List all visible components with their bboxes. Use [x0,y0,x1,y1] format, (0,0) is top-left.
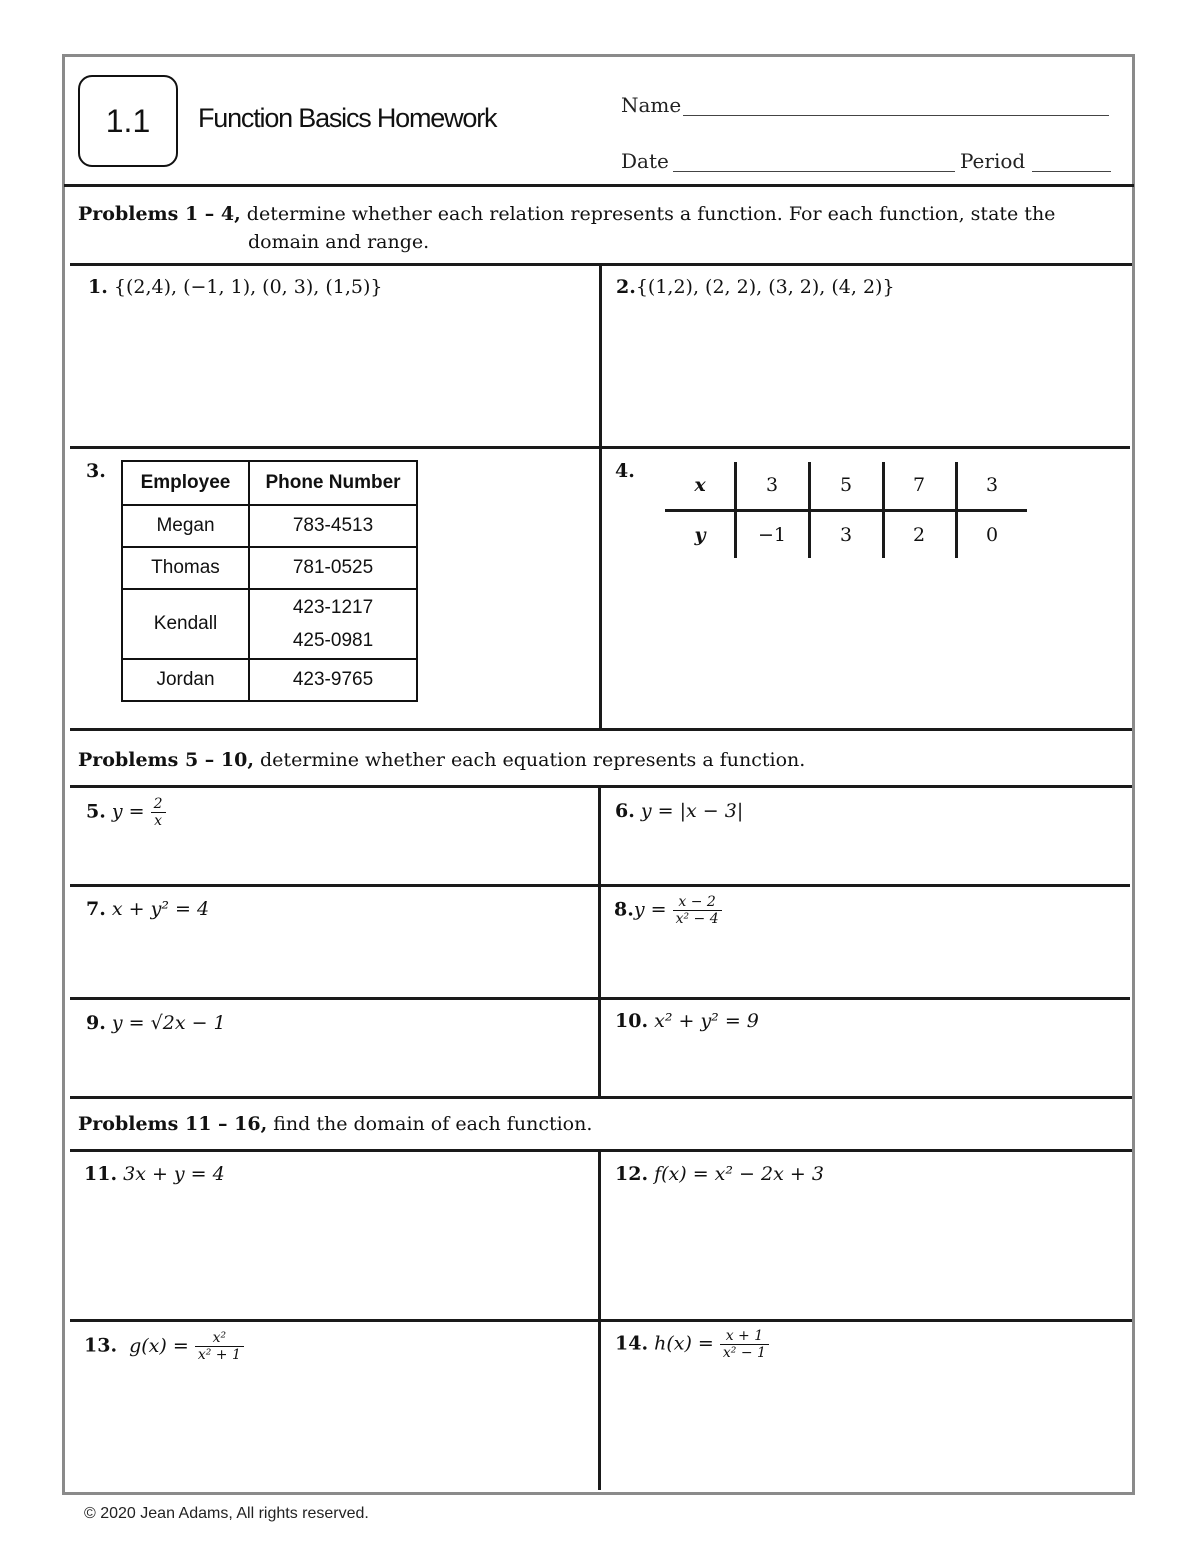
x-value: 3 [985,474,999,496]
employee-name: Kendall [122,589,249,659]
problem-12-expression: f(x) = x² − 2x + 3 [654,1163,824,1185]
table-row [122,659,417,701]
period-label: Period [960,149,1026,173]
fraction-denominator: x² − 4 [673,910,722,927]
fraction-numerator: x² [212,1330,227,1346]
section-1-range: Problems 1 – 4, [78,203,241,225]
problem-6-number: 6. [615,800,635,822]
period-field-line[interactable] [1032,171,1111,172]
problem-13-number: 13. [84,1334,118,1357]
section-2-range: Problems 5 – 10, [78,749,254,771]
column-divider-2 [598,786,601,1097]
fraction-numerator: x + 1 [725,1328,764,1344]
x-value: 3 [765,474,779,496]
problem-7-number: 7. [86,898,106,920]
problem-5-number: 5. [86,800,106,823]
problem-2-number: 2. [616,276,636,298]
problem-1 [88,276,382,298]
problem-7 [86,898,209,920]
section-3-text: find the domain of each function. [267,1113,593,1135]
problem-10 [615,1010,759,1032]
table-row [122,547,417,589]
xy-table-vrule [734,462,737,558]
section3-divider [70,1149,1132,1152]
y-value: −1 [757,524,786,546]
column-divider-1 [599,264,602,729]
name-label: Name [621,93,682,117]
section2-divider [70,785,1132,788]
row-divider-4 [70,1319,1132,1322]
date-field-line[interactable] [673,171,955,172]
table-row [122,505,417,547]
problem-3 [86,460,106,482]
phone-number-cell [249,589,417,659]
x-row-label: x [694,474,706,496]
y-row-label: y [694,524,706,546]
lesson-number: 1.1 [105,102,151,139]
section-2-text: determine whether each equation represents a function. [253,749,806,771]
problem-9 [86,1012,226,1034]
problem-8-lhs: y = [633,898,667,921]
x-value: 7 [912,474,926,496]
problem-4-number: 4. [615,460,635,482]
lesson-number-badge [78,75,178,167]
problem-5 [86,796,166,829]
problem-1-number: 1. [88,276,108,298]
problem-2 [616,276,895,298]
problem-14-lhs: h(x) = [654,1332,714,1355]
problem-10-expression: x² + y² = 9 [654,1010,759,1032]
header-divider [64,184,1134,187]
xy-table-vrule [955,462,958,558]
fraction-denominator: x² + 1 [195,1346,244,1363]
y-value: 0 [985,524,999,546]
phone-number: 783-4513 [249,505,417,547]
employee-name: Thomas [122,547,249,589]
phone-number: 781-0525 [249,547,417,589]
problem-8-number: 8. [614,898,634,921]
problem-8-fraction [673,894,722,927]
problem-2-expression: {(1,2), (2, 2), (3, 2), (4, 2)} [635,276,895,298]
problem-5-lhs: y = [111,800,145,823]
problem-6 [615,800,743,822]
employee-name: Megan [122,505,249,547]
section-instructions-3 [78,1110,592,1138]
employee-table-header-row [122,461,417,505]
section-instructions-2 [78,746,805,774]
fraction-denominator: x [151,812,166,829]
phone-number: 425-0981 [292,630,374,651]
section-instructions-1 [78,200,1118,256]
copyright-footer: © 2020 Jean Adams, All rights reserved. [84,1505,369,1522]
phone-number: 423-1217 [292,597,374,618]
problem-1-expression: {(2,4), (−1, 1), (0, 3), (1,5)} [113,276,383,298]
phone-column-header: Phone Number [249,461,417,505]
xy-table-vrule [808,462,811,558]
fraction-numerator: x − 2 [678,894,716,910]
y-value: 2 [912,524,926,546]
problem-3-number: 3. [86,460,106,482]
problem-13-fraction [195,1330,244,1363]
fraction-numerator: 2 [153,796,163,812]
problem-9-expression: y = √2x − 1 [111,1012,226,1034]
problem-12-number: 12. [615,1163,649,1185]
section-1-text: determine whether each relation represents a function. For each function, state the [240,203,1056,225]
section3-top-divider [70,1096,1132,1099]
problem-14 [615,1328,769,1361]
x-value: 5 [839,474,853,496]
table-row [122,589,417,659]
employee-name: Jordan [122,659,249,701]
problem-13 [84,1330,244,1363]
fraction-denominator: x² − 1 [720,1344,769,1361]
problem-8 [614,894,722,927]
employee-column-header: Employee [122,461,249,505]
y-value: 3 [839,524,853,546]
phone-number: 423-9765 [249,659,417,701]
problem-5-fraction [151,796,166,829]
name-field-line[interactable] [683,115,1109,116]
problem-14-number: 14. [615,1332,649,1355]
problem-11 [84,1163,225,1185]
problem-13-lhs: g(x) = [129,1334,189,1357]
worksheet-title: Function Basics Homework [198,103,497,133]
section-1-text-cont: domain and range. [248,231,430,253]
problem-10-number: 10. [615,1010,649,1032]
problem-6-expression: y = |x − 3| [640,800,744,822]
problem-4 [615,460,635,482]
problem-7-expression: x + y² = 4 [111,898,210,920]
problem-12 [615,1163,824,1185]
column-divider-3 [598,1150,601,1490]
problem-11-number: 11. [84,1163,118,1185]
problem-14-fraction [720,1328,769,1361]
xy-table-hrule [665,509,1027,512]
xy-table-vrule [882,462,885,558]
employee-table [121,460,418,702]
section-3-range: Problems 11 – 16, [78,1113,268,1135]
problem-9-number: 9. [86,1012,106,1034]
date-label: Date [621,149,669,173]
problem-11-expression: 3x + y = 4 [123,1163,225,1185]
